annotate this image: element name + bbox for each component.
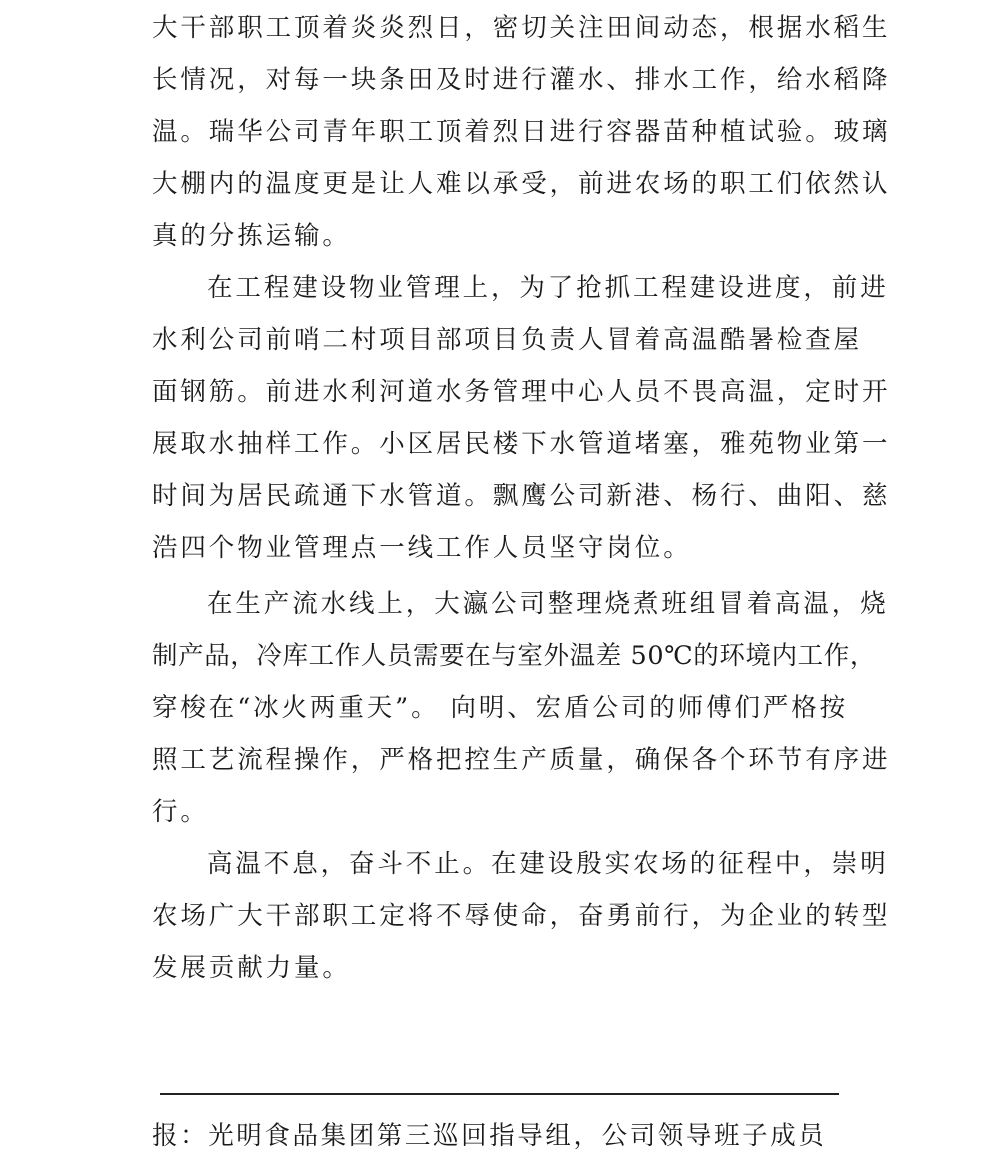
text-line: 在工程建设物业管理上，为了抢抓工程建设进度，前进 — [207, 273, 889, 303]
text-line: 在生产流水线上，大瀛公司整理烧煮班组冒着高温，烧 — [207, 589, 889, 619]
text-line: 真的分拣运输。 — [152, 221, 351, 251]
distribution-line: 报：光明食品集团第三巡回指导组，公司领导班子成员 — [152, 1121, 827, 1151]
text-line: 农场广大干部职工定将不辱使命，奋勇前行，为企业的转型 — [152, 901, 891, 931]
text-line: 展取水抽样工作。小区居民楼下水管道堵塞，雅苑物业第一 — [152, 429, 891, 459]
text-line: 温。瑞华公司青年职工顶着烈日进行容器苗种植试验。玻璃 — [152, 117, 891, 147]
text-line: 照工艺流程操作，严格把控生产质量，确保各个环节有序进 — [152, 745, 891, 775]
text-line: 大干部职工顶着炎炎烈日，密切关注田间动态，根据水稻生 — [152, 13, 891, 43]
paragraph-field-work — [152, 2, 891, 262]
text-line: 水利公司前哨二村项目部项目负责人冒着高温酷暑检查屋 — [152, 325, 863, 355]
text-line: 高温不息，奋斗不止。在建设殷实农场的征程中，崇明 — [207, 849, 889, 879]
text-line: 大棚内的温度更是让人难以承受，前进农场的职工们依然认 — [152, 169, 891, 199]
paragraph-engineering — [152, 262, 891, 574]
divider-line — [160, 1093, 839, 1095]
text-line: 发展贡献力量。 — [152, 953, 351, 983]
text-line: 制产品，冷库工作人员需要在与室外温差 50℃的环境内工作， — [152, 641, 876, 671]
text-line: 长情况，对每一块条田及时进行灌水、排水工作，给水稻降 — [152, 65, 891, 95]
paragraph-conclusion — [152, 838, 891, 994]
text-line: 穿梭在“冰火两重天”。 向明、宏盾公司的师傅们严格按 — [152, 693, 849, 723]
text-line: 时间为居民疏通下水管道。飘鹰公司新港、杨行、曲阳、慈 — [152, 481, 891, 511]
text-line: 面钢筋。前进水利河道水务管理中心人员不畏高温，定时开 — [152, 377, 891, 407]
text-line: 行。 — [152, 797, 209, 827]
text-line: 浩四个物业管理点一线工作人员坚守岗位。 — [152, 533, 692, 563]
paragraph-production — [152, 578, 891, 838]
